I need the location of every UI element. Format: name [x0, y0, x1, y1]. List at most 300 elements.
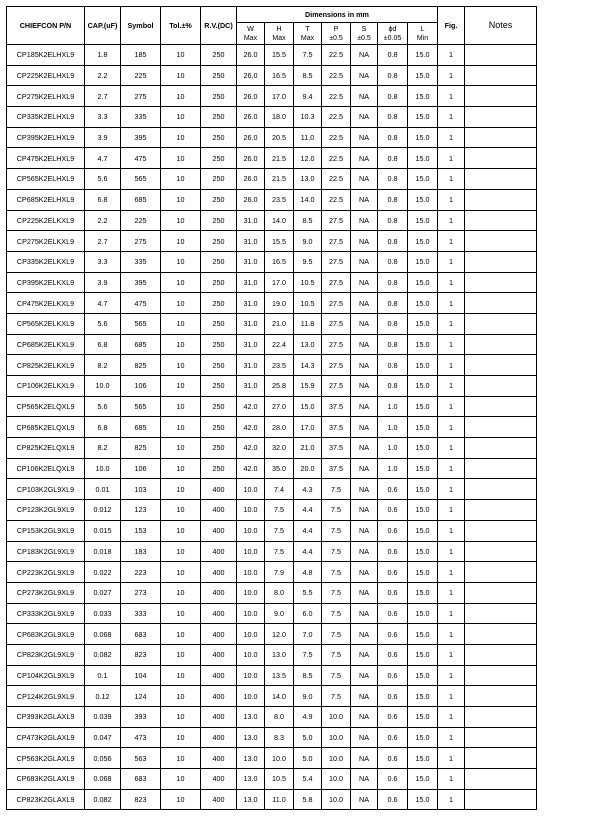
cell-capacitance: 5.6 — [85, 169, 121, 190]
table-row — [7, 45, 537, 66]
cell-tolerance: 10 — [161, 355, 201, 376]
cell-t: 5.8 — [294, 789, 322, 810]
cell-figure: 1 — [438, 417, 465, 438]
cell-notes — [465, 458, 537, 479]
cell-t: 4.8 — [294, 562, 322, 583]
cell-p: 22.5 — [322, 148, 351, 169]
cell-w: 26.0 — [237, 127, 265, 148]
cell-d: 0.8 — [378, 313, 408, 334]
cell-rated-voltage: 400 — [201, 479, 237, 500]
cell-tolerance: 10 — [161, 438, 201, 459]
cell-d: 0.8 — [378, 251, 408, 272]
cell-rated-voltage: 250 — [201, 272, 237, 293]
cell-rated-voltage: 250 — [201, 293, 237, 314]
cell-t: 4.4 — [294, 500, 322, 521]
cell-notes — [465, 665, 537, 686]
cell-capacitance: 0.068 — [85, 769, 121, 790]
cell-rated-voltage: 400 — [201, 686, 237, 707]
cell-figure: 1 — [438, 396, 465, 417]
cell-s: NA — [351, 603, 378, 624]
table-row — [7, 520, 537, 541]
cell-h: 7.5 — [265, 500, 294, 521]
cell-d: 0.6 — [378, 562, 408, 583]
cell-part-number: CP475K2ELHXL9 — [7, 148, 85, 169]
cell-part-number: CP106K2ELQXL9 — [7, 458, 85, 479]
cell-rated-voltage: 250 — [201, 210, 237, 231]
cell-notes — [465, 65, 537, 86]
cell-s: NA — [351, 500, 378, 521]
cell-d: 0.6 — [378, 769, 408, 790]
cell-symbol: 333 — [121, 603, 161, 624]
cell-d: 0.6 — [378, 644, 408, 665]
cell-l: 15.0 — [408, 789, 438, 810]
cell-t: 6.0 — [294, 603, 322, 624]
cell-d: 0.6 — [378, 789, 408, 810]
cell-notes — [465, 169, 537, 190]
cell-d: 0.8 — [378, 231, 408, 252]
cell-tolerance: 10 — [161, 148, 201, 169]
cell-tolerance: 10 — [161, 727, 201, 748]
cell-p: 22.5 — [322, 127, 351, 148]
table-row — [7, 355, 537, 376]
cell-symbol: 565 — [121, 169, 161, 190]
cell-d: 0.6 — [378, 707, 408, 728]
cell-p: 37.5 — [322, 396, 351, 417]
cell-symbol: 104 — [121, 665, 161, 686]
table-row — [7, 107, 537, 128]
cell-part-number: CP123K2GL9XL9 — [7, 500, 85, 521]
cell-t: 10.5 — [294, 293, 322, 314]
cell-s: NA — [351, 376, 378, 397]
cell-figure: 1 — [438, 541, 465, 562]
cell-d: 0.8 — [378, 210, 408, 231]
table-row — [7, 582, 537, 603]
cell-figure: 1 — [438, 334, 465, 355]
cell-p: 7.5 — [322, 500, 351, 521]
cell-p: 7.5 — [322, 520, 351, 541]
cell-rated-voltage: 250 — [201, 169, 237, 190]
cell-s: NA — [351, 127, 378, 148]
table-row — [7, 541, 537, 562]
cell-part-number: CP223K2GL9XL9 — [7, 562, 85, 583]
cell-l: 15.0 — [408, 86, 438, 107]
cell-w: 13.0 — [237, 769, 265, 790]
cell-figure: 1 — [438, 769, 465, 790]
cell-w: 13.0 — [237, 748, 265, 769]
cell-capacitance: 6.8 — [85, 189, 121, 210]
cell-notes — [465, 520, 537, 541]
cell-w: 42.0 — [237, 396, 265, 417]
cell-notes — [465, 417, 537, 438]
cell-w: 26.0 — [237, 65, 265, 86]
cell-t: 9.0 — [294, 686, 322, 707]
cell-t: 8.5 — [294, 665, 322, 686]
cell-notes — [465, 86, 537, 107]
cell-t: 10.5 — [294, 272, 322, 293]
cell-capacitance: 10.0 — [85, 376, 121, 397]
cell-h: 22.4 — [265, 334, 294, 355]
cell-l: 15.0 — [408, 396, 438, 417]
cell-tolerance: 10 — [161, 127, 201, 148]
cell-t: 4.4 — [294, 541, 322, 562]
cell-figure: 1 — [438, 686, 465, 707]
cell-p: 22.5 — [322, 65, 351, 86]
cell-figure: 1 — [438, 189, 465, 210]
cell-rated-voltage: 400 — [201, 769, 237, 790]
table-row — [7, 438, 537, 459]
cell-w: 26.0 — [237, 86, 265, 107]
cell-symbol: 395 — [121, 272, 161, 293]
cell-s: NA — [351, 293, 378, 314]
cell-rated-voltage: 250 — [201, 438, 237, 459]
cell-notes — [465, 438, 537, 459]
cell-notes — [465, 231, 537, 252]
cell-w: 31.0 — [237, 355, 265, 376]
cell-part-number: CP823K2GL9XL9 — [7, 644, 85, 665]
cell-h: 7.5 — [265, 520, 294, 541]
cell-d: 0.6 — [378, 520, 408, 541]
cell-p: 10.0 — [322, 789, 351, 810]
cell-d: 0.8 — [378, 189, 408, 210]
table-row — [7, 500, 537, 521]
cell-w: 10.0 — [237, 562, 265, 583]
cell-tolerance: 10 — [161, 396, 201, 417]
cell-l: 15.0 — [408, 665, 438, 686]
cell-capacitance: 5.6 — [85, 396, 121, 417]
cell-l: 15.0 — [408, 148, 438, 169]
cell-d: 0.8 — [378, 86, 408, 107]
cell-part-number: CP275K2ELKXL9 — [7, 231, 85, 252]
cell-rated-voltage: 400 — [201, 748, 237, 769]
cell-t: 15.9 — [294, 376, 322, 397]
cell-rated-voltage: 250 — [201, 148, 237, 169]
cell-symbol: 335 — [121, 107, 161, 128]
cell-tolerance: 10 — [161, 417, 201, 438]
header-s-sub: ±0.5 — [357, 35, 371, 42]
header-p-sub: ±0.5 — [329, 35, 343, 42]
table-row — [7, 603, 537, 624]
header-h-sub: Max — [272, 35, 286, 42]
cell-tolerance: 10 — [161, 107, 201, 128]
cell-d: 0.6 — [378, 541, 408, 562]
cell-notes — [465, 769, 537, 790]
cell-l: 15.0 — [408, 313, 438, 334]
cell-notes — [465, 562, 537, 583]
cell-tolerance: 10 — [161, 686, 201, 707]
cell-notes — [465, 727, 537, 748]
cell-capacitance: 0.068 — [85, 624, 121, 645]
cell-part-number: CP683K2GLAXL9 — [7, 769, 85, 790]
table-row — [7, 644, 537, 665]
cell-rated-voltage: 400 — [201, 665, 237, 686]
cell-l: 15.0 — [408, 376, 438, 397]
header-dimensions: Dimensions in mm — [237, 7, 438, 23]
cell-symbol: 823 — [121, 789, 161, 810]
cell-capacitance: 0.033 — [85, 603, 121, 624]
cell-part-number: CP183K2GL9XL9 — [7, 541, 85, 562]
cell-figure: 1 — [438, 272, 465, 293]
cell-tolerance: 10 — [161, 293, 201, 314]
cell-symbol: 475 — [121, 148, 161, 169]
cell-s: NA — [351, 65, 378, 86]
cell-rated-voltage: 400 — [201, 789, 237, 810]
cell-p: 10.0 — [322, 727, 351, 748]
cell-h: 14.0 — [265, 210, 294, 231]
cell-d: 0.6 — [378, 727, 408, 748]
cell-tolerance: 10 — [161, 458, 201, 479]
cell-t: 14.0 — [294, 189, 322, 210]
cell-notes — [465, 272, 537, 293]
cell-notes — [465, 148, 537, 169]
cell-figure: 1 — [438, 520, 465, 541]
cell-symbol: 223 — [121, 562, 161, 583]
cell-t: 7.5 — [294, 45, 322, 66]
cell-symbol: 565 — [121, 396, 161, 417]
cell-capacitance: 0.018 — [85, 541, 121, 562]
table-row — [7, 65, 537, 86]
cell-w: 31.0 — [237, 231, 265, 252]
cell-notes — [465, 189, 537, 210]
cell-p: 27.5 — [322, 376, 351, 397]
cell-p: 22.5 — [322, 45, 351, 66]
cell-p: 7.5 — [322, 603, 351, 624]
cell-rated-voltage: 250 — [201, 189, 237, 210]
cell-figure: 1 — [438, 665, 465, 686]
cell-p: 7.5 — [322, 479, 351, 500]
cell-p: 37.5 — [322, 438, 351, 459]
table-row — [7, 210, 537, 231]
cell-figure: 1 — [438, 562, 465, 583]
cell-p: 27.5 — [322, 313, 351, 334]
cell-tolerance: 10 — [161, 231, 201, 252]
cell-tolerance: 10 — [161, 189, 201, 210]
cell-notes — [465, 479, 537, 500]
cell-d: 1.0 — [378, 458, 408, 479]
cell-h: 20.5 — [265, 127, 294, 148]
header-rated-voltage: R.V.(DC) — [201, 7, 237, 45]
cell-w: 10.0 — [237, 582, 265, 603]
table-row — [7, 189, 537, 210]
cell-p: 10.0 — [322, 707, 351, 728]
cell-s: NA — [351, 169, 378, 190]
cell-p: 27.5 — [322, 334, 351, 355]
cell-w: 13.0 — [237, 789, 265, 810]
cell-t: 17.0 — [294, 417, 322, 438]
cell-figure: 1 — [438, 127, 465, 148]
cell-w: 10.0 — [237, 541, 265, 562]
cell-h: 21.5 — [265, 148, 294, 169]
cell-symbol: 825 — [121, 355, 161, 376]
cell-p: 10.0 — [322, 748, 351, 769]
cell-capacitance: 0.056 — [85, 748, 121, 769]
cell-rated-voltage: 250 — [201, 127, 237, 148]
cell-figure: 1 — [438, 727, 465, 748]
cell-p: 7.5 — [322, 582, 351, 603]
cell-rated-voltage: 250 — [201, 231, 237, 252]
cell-part-number: CP825K2ELKXL9 — [7, 355, 85, 376]
cell-p: 37.5 — [322, 458, 351, 479]
cell-tolerance: 10 — [161, 272, 201, 293]
cell-s: NA — [351, 189, 378, 210]
cell-figure: 1 — [438, 251, 465, 272]
cell-l: 15.0 — [408, 458, 438, 479]
cell-s: NA — [351, 107, 378, 128]
header-notes: Notes — [465, 7, 537, 45]
cell-l: 15.0 — [408, 644, 438, 665]
cell-part-number: CP335K2ELHXL9 — [7, 107, 85, 128]
cell-s: NA — [351, 313, 378, 334]
cell-d: 0.8 — [378, 127, 408, 148]
cell-tolerance: 10 — [161, 541, 201, 562]
cell-l: 15.0 — [408, 707, 438, 728]
cell-part-number: CP685K2ELKXL9 — [7, 334, 85, 355]
cell-figure: 1 — [438, 107, 465, 128]
cell-w: 10.0 — [237, 644, 265, 665]
header-figure: Fig. — [438, 7, 465, 45]
capacitor-spec-table — [6, 6, 537, 810]
cell-capacitance: 0.12 — [85, 686, 121, 707]
cell-t: 9.0 — [294, 231, 322, 252]
cell-symbol: 335 — [121, 251, 161, 272]
cell-h: 13.0 — [265, 644, 294, 665]
table-row — [7, 169, 537, 190]
cell-symbol: 103 — [121, 479, 161, 500]
header-p-label: P — [333, 24, 339, 33]
cell-symbol: 395 — [121, 127, 161, 148]
cell-d: 0.8 — [378, 293, 408, 314]
cell-d: 0.8 — [378, 355, 408, 376]
cell-p: 22.5 — [322, 189, 351, 210]
cell-rated-voltage: 250 — [201, 334, 237, 355]
cell-d: 0.6 — [378, 665, 408, 686]
cell-symbol: 393 — [121, 707, 161, 728]
table-row — [7, 313, 537, 334]
cell-capacitance: 2.7 — [85, 231, 121, 252]
cell-d: 0.8 — [378, 272, 408, 293]
cell-l: 15.0 — [408, 686, 438, 707]
cell-part-number: CP563K2GLAXL9 — [7, 748, 85, 769]
cell-l: 15.0 — [408, 45, 438, 66]
cell-w: 26.0 — [237, 169, 265, 190]
cell-capacitance: 0.082 — [85, 789, 121, 810]
cell-notes — [465, 624, 537, 645]
cell-l: 15.0 — [408, 293, 438, 314]
cell-rated-voltage: 400 — [201, 582, 237, 603]
cell-part-number: CP153K2GL9XL9 — [7, 520, 85, 541]
cell-part-number: CP393K2GLAXL9 — [7, 707, 85, 728]
cell-capacitance: 0.027 — [85, 582, 121, 603]
cell-l: 15.0 — [408, 169, 438, 190]
cell-t: 7.0 — [294, 624, 322, 645]
cell-rated-voltage: 400 — [201, 707, 237, 728]
cell-notes — [465, 293, 537, 314]
cell-w: 10.0 — [237, 500, 265, 521]
cell-figure: 1 — [438, 169, 465, 190]
cell-capacitance: 8.2 — [85, 438, 121, 459]
cell-tolerance: 10 — [161, 251, 201, 272]
cell-s: NA — [351, 707, 378, 728]
cell-part-number: CP565K2ELHXL9 — [7, 169, 85, 190]
cell-part-number: CP103K2GL9XL9 — [7, 479, 85, 500]
header-t-label: T — [305, 24, 310, 33]
cell-rated-voltage: 250 — [201, 376, 237, 397]
cell-h: 25.8 — [265, 376, 294, 397]
cell-rated-voltage: 250 — [201, 65, 237, 86]
table-row — [7, 769, 537, 790]
cell-notes — [465, 748, 537, 769]
cell-part-number: CP225K2ELHXL9 — [7, 65, 85, 86]
header-l-sub: Min — [416, 35, 429, 42]
table-row — [7, 293, 537, 314]
cell-notes — [465, 376, 537, 397]
cell-w: 42.0 — [237, 458, 265, 479]
cell-symbol: 273 — [121, 582, 161, 603]
cell-symbol: 823 — [121, 644, 161, 665]
cell-l: 15.0 — [408, 748, 438, 769]
cell-part-number: CP185K2ELHXL9 — [7, 45, 85, 66]
header-d — [378, 23, 408, 45]
table-row — [7, 479, 537, 500]
cell-notes — [465, 396, 537, 417]
cell-s: NA — [351, 644, 378, 665]
cell-s: NA — [351, 479, 378, 500]
cell-figure: 1 — [438, 644, 465, 665]
cell-p: 7.5 — [322, 624, 351, 645]
cell-h: 7.9 — [265, 562, 294, 583]
cell-l: 15.0 — [408, 272, 438, 293]
cell-part-number: CP685K2ELHXL9 — [7, 189, 85, 210]
cell-p: 22.5 — [322, 169, 351, 190]
cell-tolerance: 10 — [161, 313, 201, 334]
cell-tolerance: 10 — [161, 169, 201, 190]
cell-tolerance: 10 — [161, 624, 201, 645]
cell-s: NA — [351, 334, 378, 355]
cell-d: 1.0 — [378, 396, 408, 417]
table-row — [7, 417, 537, 438]
cell-notes — [465, 644, 537, 665]
cell-tolerance: 10 — [161, 65, 201, 86]
cell-rated-voltage: 400 — [201, 500, 237, 521]
cell-rated-voltage: 250 — [201, 396, 237, 417]
cell-l: 15.0 — [408, 127, 438, 148]
header-d-sub: ±0.05 — [383, 35, 402, 42]
cell-l: 15.0 — [408, 210, 438, 231]
cell-w: 31.0 — [237, 334, 265, 355]
cell-rated-voltage: 250 — [201, 417, 237, 438]
cell-symbol: 183 — [121, 541, 161, 562]
cell-s: NA — [351, 748, 378, 769]
cell-s: NA — [351, 624, 378, 645]
cell-rated-voltage: 400 — [201, 520, 237, 541]
cell-rated-voltage: 400 — [201, 644, 237, 665]
cell-l: 15.0 — [408, 562, 438, 583]
cell-w: 26.0 — [237, 45, 265, 66]
table-row — [7, 686, 537, 707]
cell-figure: 1 — [438, 65, 465, 86]
cell-d: 0.6 — [378, 748, 408, 769]
cell-tolerance: 10 — [161, 479, 201, 500]
header-w — [237, 23, 265, 45]
header-s-label: S — [361, 24, 367, 33]
cell-l: 15.0 — [408, 479, 438, 500]
cell-l: 15.0 — [408, 189, 438, 210]
cell-l: 15.0 — [408, 624, 438, 645]
cell-figure: 1 — [438, 479, 465, 500]
cell-symbol: 563 — [121, 748, 161, 769]
cell-capacitance: 2.7 — [85, 86, 121, 107]
cell-s: NA — [351, 45, 378, 66]
cell-rated-voltage: 250 — [201, 355, 237, 376]
